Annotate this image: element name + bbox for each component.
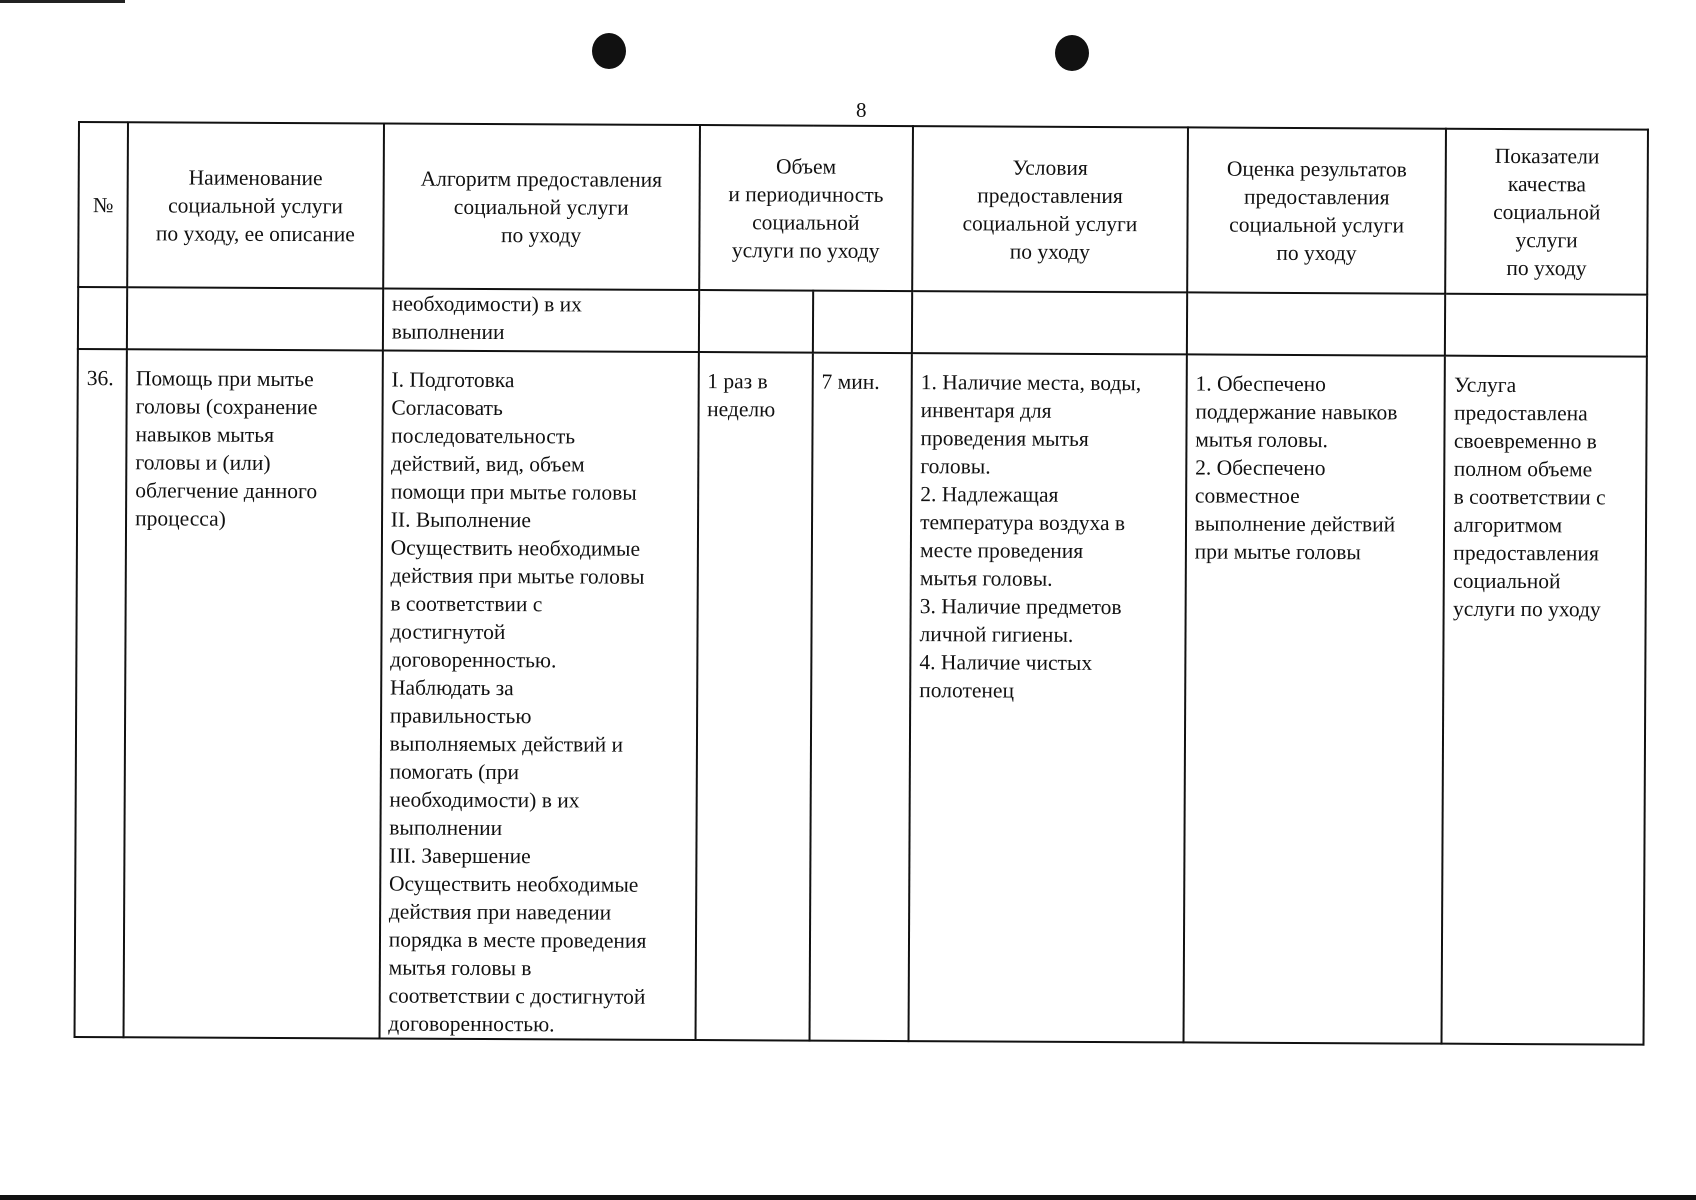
cell-conditions: 1. Наличие места, воды, инвентаря для проведения мытья головы. 2. Надлежащая температура воздуха в месте проведения мытья головы. 3. Наличие предметов личной гигиены. 4. Наличие чистых полотенец [909,353,1187,1042]
services-table [74,121,1649,1046]
cell-algorithm: необходимости) в их выполнении [383,288,699,352]
cell-quality [1445,294,1647,357]
cell-number: 36. [75,349,127,1037]
cell-periodicity: 1 раз в неделю [695,352,813,1041]
header-number: № [78,122,128,287]
table-row-continuation [78,287,1647,357]
cell-evaluation: 1. Обеспечено поддержание навыков мытья головы. 2. Обеспечено совместное выполнение действий при мытье головы [1183,354,1445,1043]
page-number: 8 [856,98,867,122]
table-row-36 [75,349,1647,1045]
cell-duration: 7 мин. [809,353,912,1041]
cell-number [78,287,127,349]
punch-hole-left [592,33,626,69]
header-quality: Показатели качества социальной услуги по уходу [1446,129,1648,295]
header-volume: Объем и периодичность социальной услуги по уходу [699,125,913,291]
scan-mark-top [0,0,125,3]
cell-quality: Услуга предоставлена своевременно в полном объеме в соответствии с алгоритмом предоставления социальной услуги по уходу [1442,356,1647,1045]
table-header-row [78,122,1648,295]
cell-service-name [127,287,383,350]
cell-duration [813,291,913,353]
cell-periodicity [698,290,813,353]
header-evaluation: Оценка результатов предоставления социальной услуги по уходу [1187,127,1446,293]
header-algorithm: Алгоритм предоставления социальной услуги по уходу [383,123,700,290]
header-service-name: Наименование социальной услуги по уходу, ее описание [127,122,383,288]
cell-conditions [912,291,1187,354]
punch-hole-right [1055,35,1089,71]
cell-evaluation [1187,292,1446,355]
cell-service-name: Помощь при мытье головы (сохранение навыков мытья головы и (или) облегчение данного процесса) [124,349,383,1038]
header-conditions: Условия предоставления социальной услуги по уходу [912,126,1187,292]
scan-edge-bottom [0,1195,1696,1200]
cell-algorithm: I. Подготовка Согласовать последовательность действий, вид, объем помощи при мытье головы II. Выполнение Осуществить необходимые действия при мытье головы в соответствии с достигнутой договоренностью. Наблюдать за правильностью выполняемых действий и помогать (при необходимости) в их выполнении III. Завершение Осуществить необходимые действия при наведении порядка в месте проведения мытья головы в соответствии с достигнутой договоренностью. [379,350,698,1040]
